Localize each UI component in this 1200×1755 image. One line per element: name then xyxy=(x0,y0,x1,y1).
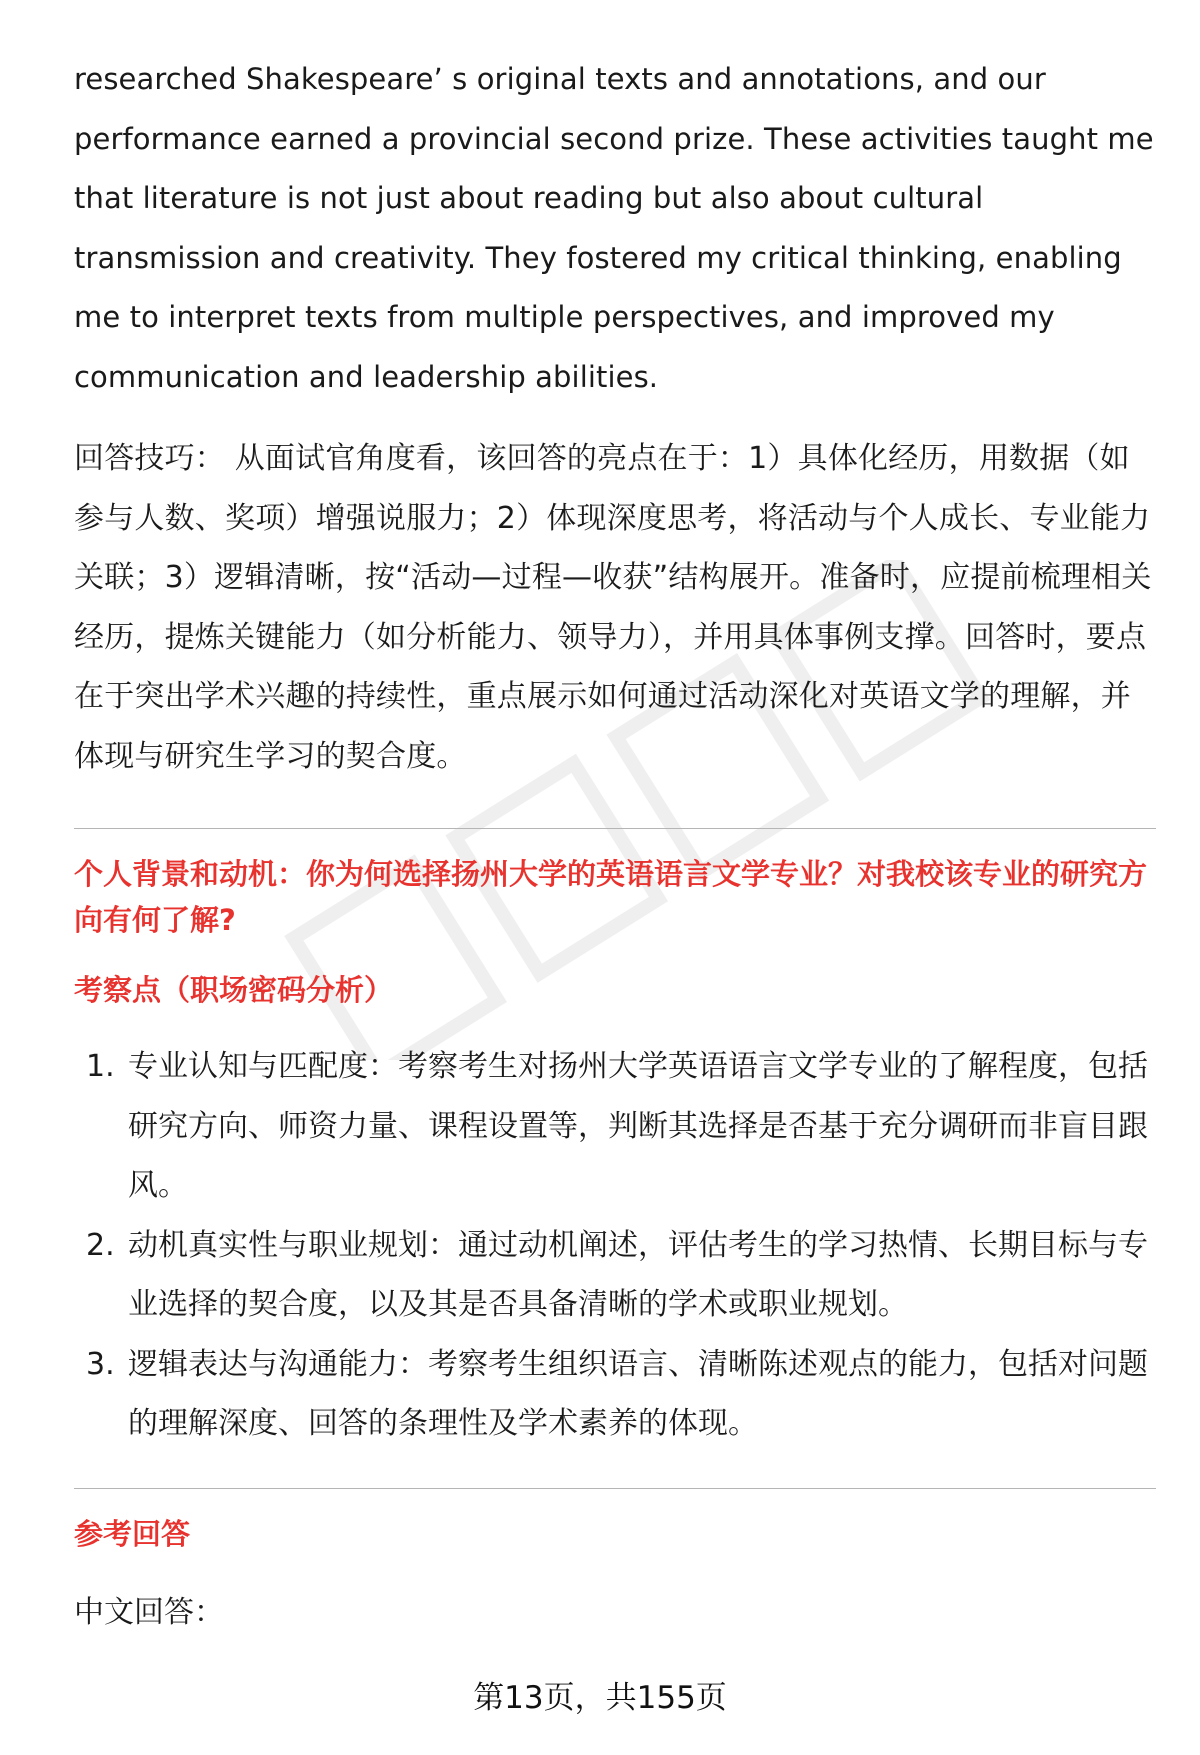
page-number-footer: 第13页，共155页 xyxy=(473,1680,727,1716)
answer-tips-paragraph: 回答技巧： 从面试官角度看，该回答的亮点在于：1）具体化经历，用数据（如参与人数、奖项）增强说服力；2）体现深度思考，将活动与个人成长、专业能力关联；3）逻辑清晰，按“活动—过程—收获”结构展开。准备时，应提前梳理相关经历，提炼关键能力（如分析能力、领导力），并用具体事例支撑。回答时，要点在于突出学术兴趣的持续性，重点展示如何通过活动深化对英语文学的理解，并体现与研究生学习的契合度。 xyxy=(74,441,1152,774)
section-divider xyxy=(74,1488,1156,1489)
list-item-text: 动机真实性与职业规划：通过动机阐述，评估考生的学习热情、长期目标与专业选择的契合度，以及其是否具备清晰的学术或职业规划。 xyxy=(128,1227,1148,1322)
document-page xyxy=(74,50,1156,1642)
english-answer-paragraph: researched Shakespeare’ s original texts and annotations, and our performance earned a provincial second prize. These activities taught me that literature is not just about reading but also about cultural transmission and creativity. They fostered my critical thinking, enabling me to interpret texts from multiple perspectives, and improved my communication and leadership abilities. xyxy=(74,62,1154,394)
list-item-number: 3. xyxy=(86,1346,115,1382)
focus-list xyxy=(74,1037,1156,1454)
list-item-number: 2. xyxy=(86,1227,115,1263)
focus-heading: 考察点（职场密码分析） xyxy=(74,973,394,1007)
list-item xyxy=(74,1335,1156,1454)
list-item-text: 专业认知与匹配度：考察考生对扬州大学英语语言文学专业的了解程度，包括研究方向、师资力量、课程设置等，判断其选择是否基于充分调研而非盲目跟风。 xyxy=(128,1049,1148,1203)
question-heading: 个人背景和动机：你为何选择扬州大学的英语语言文学专业？对我校该专业的研究方向有何了解? xyxy=(74,857,1148,937)
section-divider xyxy=(74,828,1156,829)
reference-answer-heading: 参考回答 xyxy=(74,1516,191,1551)
chinese-answer-label: 中文回答： xyxy=(74,1594,224,1630)
list-item-number: 1. xyxy=(86,1049,115,1084)
list-item xyxy=(74,1216,1156,1335)
list-item-text: 逻辑表达与沟通能力：考察考生组织语言、清晰陈述观点的能力，包括对问题的理解深度、回答的条理性及学术素养的体现。 xyxy=(128,1346,1148,1441)
list-item xyxy=(74,1037,1156,1216)
